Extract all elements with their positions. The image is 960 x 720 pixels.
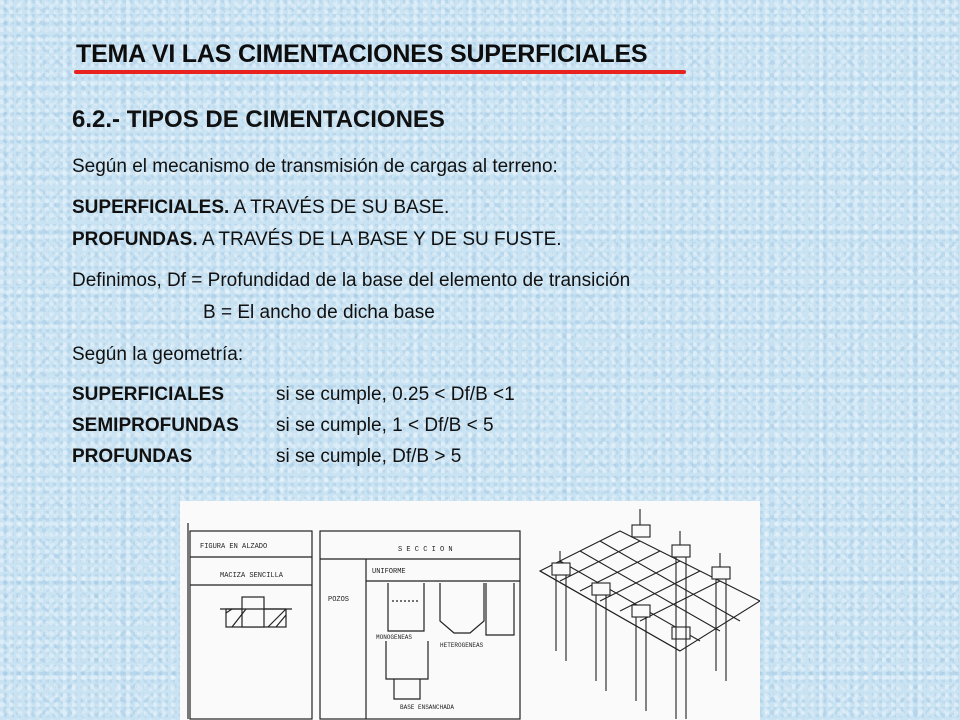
geometry-cond-1: si se cumple, 0.25 < Df/B <1 xyxy=(276,384,515,405)
label-seccion: S E C C I O N xyxy=(398,546,453,554)
geometry-term-2: SEMIPROFUNDAS xyxy=(72,415,239,436)
intro-text: Según el mecanismo de transmisión de cargas al terreno: xyxy=(72,156,558,177)
label-uniforme: UNIFORME xyxy=(372,568,406,576)
geometry-term-1: SUPERFICIALES xyxy=(72,384,225,405)
label-pozos: POZOS xyxy=(328,596,350,604)
mechanism-term-1: SUPERFICIALES. xyxy=(72,197,230,218)
section-title: 6.2.- TIPOS DE CIMENTACIONES xyxy=(72,106,445,133)
label-base: BASE ENSANCHADA xyxy=(400,704,455,711)
mechanism-desc-2: A TRAVÉS DE LA BASE Y DE SU FUSTE. xyxy=(197,229,562,250)
mechanism-term-2: PROFUNDAS. xyxy=(72,229,198,250)
geometry-term-3: PROFUNDAS xyxy=(72,446,193,467)
mechanism-line-2 xyxy=(72,229,562,251)
foundation-drawings xyxy=(180,501,760,720)
title-underline xyxy=(74,70,686,74)
mechanism-desc-1: A TRAVÉS DE SU BASE. xyxy=(229,197,450,218)
definition-line-2: B = El ancho de dicha base xyxy=(203,302,435,323)
geometry-cond-3: si se cumple, Df/B > 5 xyxy=(276,446,462,467)
pile-grid-drawing xyxy=(540,509,760,719)
geometry-intro: Según la geometría: xyxy=(72,344,244,365)
label-heterogeneas: HETEROGENEAS xyxy=(440,642,484,649)
geometry-line-3 xyxy=(72,446,461,468)
label-monogeneas: MONOGENEAS xyxy=(376,634,413,641)
label-alzado: FIGURA EN ALZADO xyxy=(200,543,268,551)
mechanism-line-1 xyxy=(72,197,449,219)
foundation-figure xyxy=(180,501,760,720)
label-maciza: MACIZA SENCILLA xyxy=(220,572,284,580)
definition-line-1: Definimos, Df = Profundidad de la base del elemento de transición xyxy=(72,270,631,291)
geometry-line-2 xyxy=(72,415,494,437)
geometry-cond-2: si se cumple, 1 < Df/B < 5 xyxy=(276,415,494,436)
title-container xyxy=(76,40,647,69)
geometry-line-1 xyxy=(72,384,515,406)
slide-title: TEMA VI LAS CIMENTACIONES SUPERFICIALES xyxy=(76,40,648,68)
